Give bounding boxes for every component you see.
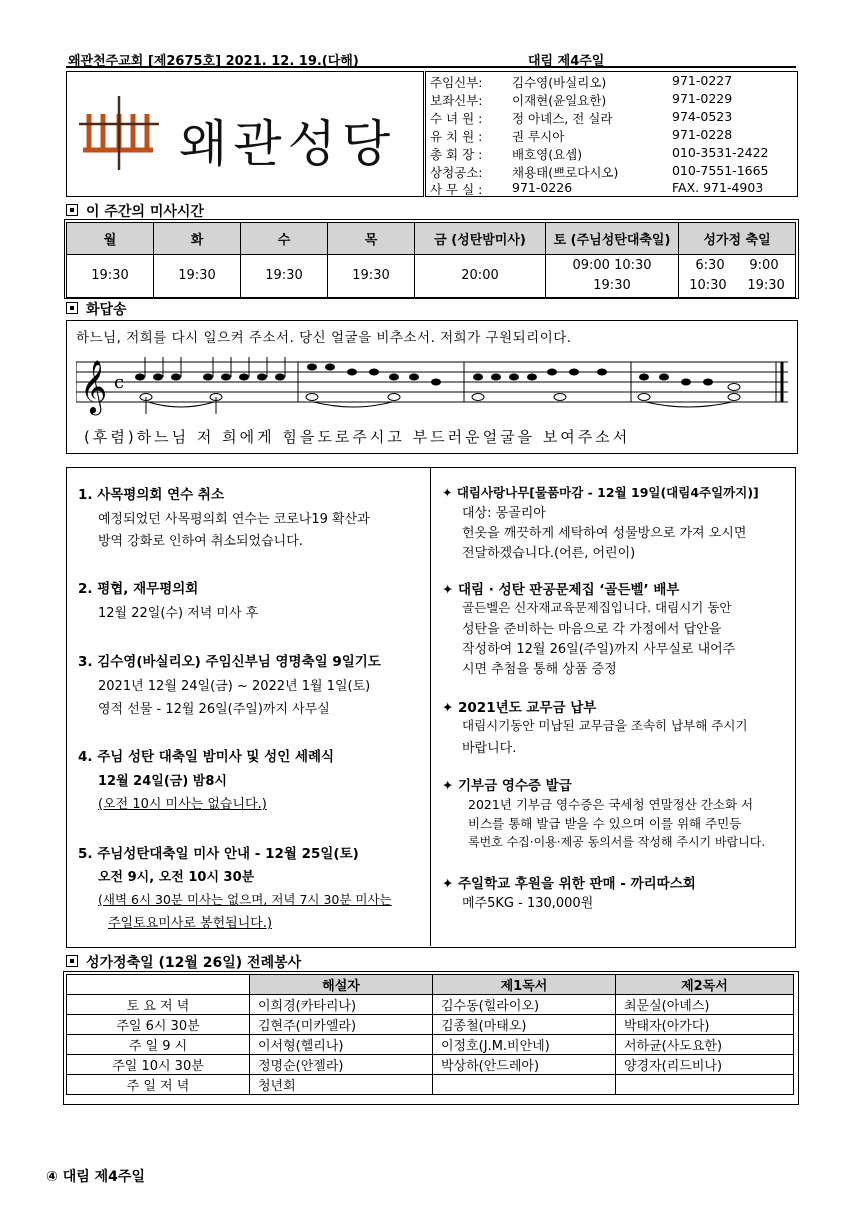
staff-row: 수 녀 원 : 정 아녜스, 전 실라 974-0523 [430, 109, 733, 126]
mass-header-cell: 성가정 축일 [679, 223, 796, 255]
service-header-cell: 제1독서 [433, 975, 616, 995]
table-row: 주일 6시 30분 김현주(미카엘라) 김종철(마태오) 박태자(아가다) [67, 1015, 794, 1035]
mass-section-title: 이 주간의 미사시간 [66, 201, 204, 221]
staff-directory [425, 71, 798, 197]
header-divider [66, 66, 796, 68]
mass-header-cell: 목 [328, 223, 415, 255]
staff-row: 보좌신부: 이재현(윤일요한) 971-0229 [430, 91, 733, 108]
service-header-cell: 제2독서 [616, 975, 794, 995]
table-row: 주 일 저 녁 청년회 [67, 1075, 794, 1095]
liturgical-week: 대림 제4주일 [528, 54, 605, 69]
mass-header-cell: 화 [154, 223, 241, 255]
staff-row: 총 회 장 : 배호영(요셉) 010-3531-2422 [430, 145, 769, 162]
church-logo-icon [75, 94, 161, 172]
service-header-cell [67, 975, 250, 995]
mass-time-cell: 19:30 [328, 255, 415, 298]
table-row: 주일 10시 30분 정명순(안젤라) 박상하(안드레아) 양경자(리드비나) [67, 1055, 794, 1075]
parish-name: 왜관성당 [179, 115, 397, 173]
staff-row: 주임신부: 김수영(바실리오) 971-0227 [430, 73, 733, 90]
bullet-box-icon [66, 204, 78, 216]
announcements-divider [430, 468, 431, 946]
mass-header-cell: 수 [241, 223, 328, 255]
staff-row: 유 치 원 : 권 루시아 971-0228 [430, 127, 733, 144]
bullet-box-icon [66, 955, 78, 967]
logo-box [66, 71, 424, 197]
page-footer: ④ 대림 제4주일 [46, 1169, 145, 1185]
staff-row: 상청공소: 채용태(쁘로다시오) 010-7551-1665 [430, 163, 769, 180]
psalm-section-title: 화답송 [66, 299, 127, 319]
bulletin-number: 왜관천주교회 [제2675호] 2021. 12. 19.(다해) [68, 54, 359, 69]
svg-text:𝄞: 𝄞 [80, 359, 108, 413]
mass-time-cell: 19:30 [241, 255, 328, 298]
mass-schedule-table [66, 222, 796, 298]
music-staff-icon [76, 352, 790, 418]
mass-time-cell: 09:00 10:30 19:30 [546, 255, 679, 298]
table-row: 주 일 9 시 이서형(헬리나) 이정호(J.M.비안네) 서하균(사도요한) [67, 1035, 794, 1055]
psalm-text: 하느님, 저희를 다시 일으켜 주소서. 당신 얼굴을 비추소서. 저희가 구원되리이다. [76, 330, 572, 346]
service-roster-table [66, 974, 794, 1095]
mass-time-cell: 6:30 9:00 10:30 19:30 [679, 255, 796, 298]
mass-header-cell: 월 [67, 223, 154, 255]
bullet-box-icon [66, 302, 78, 314]
mass-time-cell: 19:30 [154, 255, 241, 298]
mass-time-cell: 20:00 [415, 255, 546, 298]
table-row: 토 요 저 녁 이희경(카타리나) 김수동(힐라이오) 최문실(아녜스) [67, 995, 794, 1015]
service-section-title: 성가정축일 (12월 26일) 전례봉사 [66, 952, 301, 972]
svg-text:c: c [114, 372, 125, 393]
mass-time-cell: 19:30 [67, 255, 154, 298]
mass-header-cell: 토 (주님성탄대축일) [546, 223, 679, 255]
mass-header-cell: 금 (성탄밤미사) [415, 223, 546, 255]
service-header-cell: 해설자 [250, 975, 433, 995]
psalm-lyrics: (후렴)하느님 저 희에게 힘을도로주시고 부드러운얼굴을 보여주소서 [84, 428, 631, 446]
staff-row: 사 무 실 : 971-0226 FAX. 971-4903 [430, 180, 764, 197]
